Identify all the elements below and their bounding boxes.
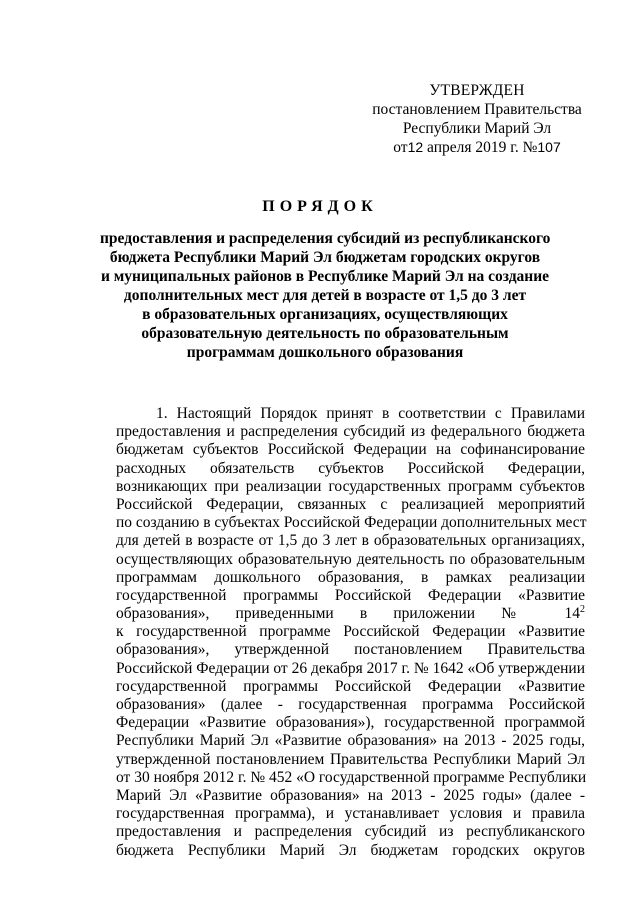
approval-date-middle: апреля 2019 г. № — [423, 139, 538, 156]
paragraph-line: Российской Федерации, связанных с реализацией мероприятий — [116, 495, 585, 513]
subtitle-line: программам дошкольного образования — [186, 344, 464, 361]
paragraph-line: утвержденной постановлением Правительства Республики Марий Эл — [116, 750, 585, 768]
paragraph-line: 1. Настоящий Порядок принят в соответствии с Правилами — [156, 405, 585, 422]
subtitle-line: в образовательных организациях, осуществляющих — [142, 306, 508, 323]
subtitle-line: бюджета Республики Марий Эл бюджетам городских округов — [109, 249, 541, 266]
approval-region-line: Республики Марий Эл — [402, 120, 552, 137]
paragraph-line: к государственной программе Российской Федерации «Развитие — [116, 623, 585, 641]
approval-date-line — [372, 138, 582, 157]
approval-date-prefix: от — [393, 139, 408, 156]
subtitle-line: предоставления и распределения субсидий из республиканского — [100, 230, 551, 247]
paragraph-line: государственная программа), и устанавливает условия и правила — [116, 805, 585, 823]
approval-date-day: 12 — [407, 139, 424, 155]
paragraph-line: осуществляющих образовательную деятельность по образовательным — [116, 550, 585, 568]
paragraph-line-with-superscript — [116, 605, 585, 623]
paragraph-line: бюджета Республики Марий Эл бюджетам городских округов — [116, 841, 585, 859]
approval-issuer-line: постановлением Правительства — [372, 101, 582, 118]
paragraph-line: для детей в возрасте от 1,5 до 3 лет в образовательных организациях, — [116, 532, 585, 550]
approval-status: УТВЕРЖДЕН — [429, 82, 525, 99]
paragraph-line: государственной программы Российской Федерации «Развитие — [116, 586, 585, 604]
paragraph-line: образования», утвержденной постановлением Правительства — [116, 641, 585, 659]
paragraph-line: возникающих при реализации государственных программ субъектов — [116, 477, 585, 495]
paragraph-line: по созданию в субъектах Российской Федерации дополнительных мест — [116, 514, 587, 532]
approval-doc-number: 107 — [537, 139, 561, 155]
paragraph-line: бюджетам субъектов Российской Федерации на софинансирование — [116, 441, 585, 459]
subtitle-line: дополнительных мест для детей в возрасте от 1,5 до 3 лет — [123, 287, 527, 304]
paragraph-line: Республики Марий Эл «Развитие образования» на 2013 - 2025 годы, — [116, 732, 585, 750]
approval-block — [372, 81, 582, 157]
document-title: ПОРЯДОК — [262, 198, 378, 215]
paragraph-line: государственной программы Российской Федерации «Развитие — [116, 677, 585, 695]
paragraph-line: образования» (далее - государственная программа Российской — [116, 696, 585, 713]
appendix-superscript: 2 — [580, 604, 585, 616]
paragraph-1 — [116, 405, 585, 860]
document-subtitle — [100, 229, 550, 362]
paragraph-line: Федерации «Развитие образования»), государственной программой — [116, 714, 585, 732]
paragraph-line: Марий Эл «Развитие образования» на 2013 - 2025 годы» (далее - — [116, 786, 585, 804]
paragraph-line: программам дошкольного образования, в рамках реализации — [116, 568, 585, 586]
subtitle-line: образовательную деятельность по образовательным — [141, 325, 509, 342]
paragraph-line: расходных обязательств субъектов Российской Федерации, — [116, 459, 585, 477]
paragraph-line-text: образования», приведенными в приложении № 14 — [116, 605, 580, 623]
paragraph-line: Российской Федерации от 26 декабря 2017 г. № 1642 «Об утверждении — [116, 659, 585, 677]
subtitle-line: и муниципальных районов в Республике Марий Эл на создание — [100, 268, 550, 285]
paragraph-line: предоставления и распределения субсидий из республиканского — [116, 823, 585, 841]
paragraph-line: от 30 ноября 2012 г. № 452 «О государственной программе Республики — [116, 768, 587, 786]
paragraph-line: предоставления и распределения субсидий из федерального бюджета — [116, 423, 585, 441]
